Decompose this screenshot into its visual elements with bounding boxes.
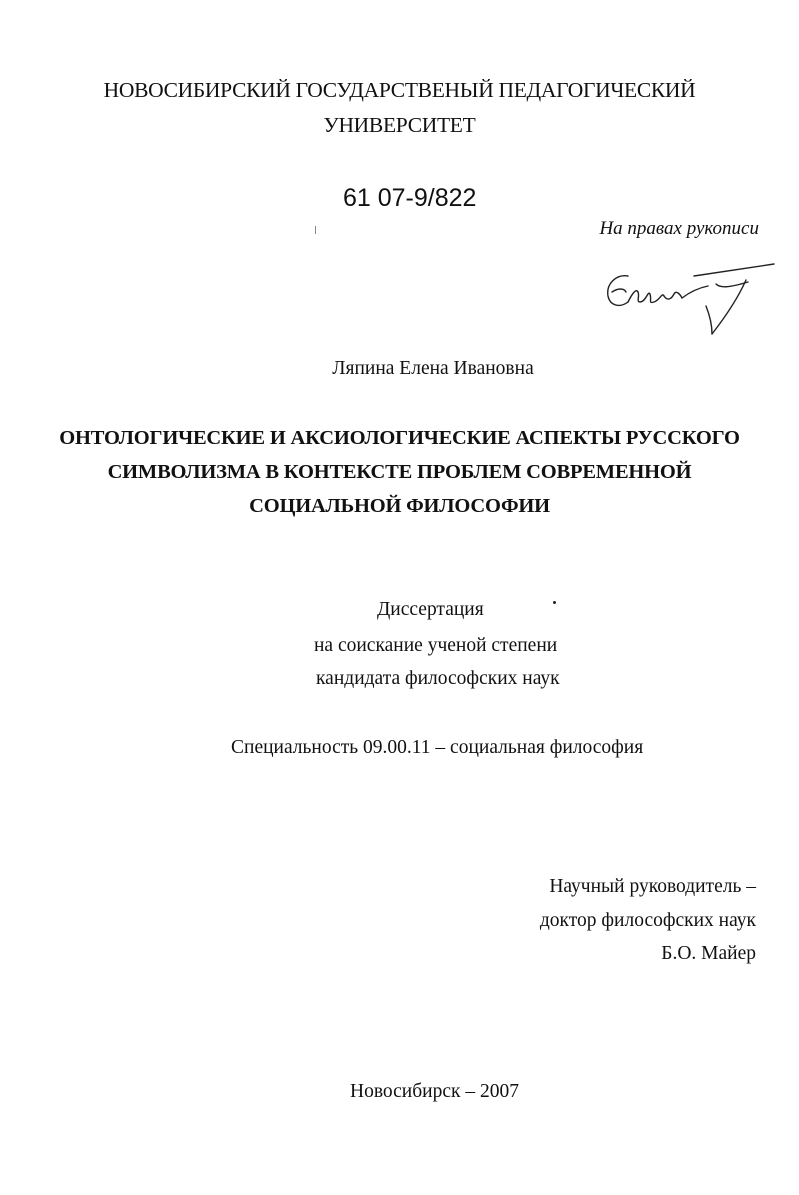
- catalog-number: 61 07-9/822: [343, 184, 477, 212]
- supervisor-line1: Научный руководитель –: [549, 876, 756, 897]
- supervisor-line2: доктор философских наук: [539, 910, 756, 931]
- degree-line1: Диссертация: [377, 599, 484, 620]
- title-line3: СОЦИАЛЬНОЙ ФИЛОСОФИИ: [249, 495, 550, 517]
- university-name-line1: НОВОСИБИРСКИЙ ГОСУДАРСТВЕНЫЙ ПЕДАГОГИЧЕСКИЙ: [103, 78, 696, 102]
- title-line2: СИМВОЛИЗМА В КОНТЕКСТЕ ПРОБЛЕМ СОВРЕМЕННОЙ: [107, 461, 692, 483]
- university-name-line2: УНИВЕРСИТЕТ: [323, 113, 476, 137]
- dot: [553, 601, 556, 604]
- supervisor-line3: Б.О. Майер: [661, 943, 756, 964]
- manuscript-rights-label: На правах рукописи: [599, 218, 759, 239]
- author-name: Ляпина Елена Ивановна: [332, 358, 534, 379]
- degree-line3: кандидата философских наук: [316, 668, 560, 689]
- city-year: Новосибирск – 2007: [350, 1081, 519, 1102]
- degree-line2: на соискание ученой степени: [314, 635, 558, 656]
- title-line1: ОНТОЛОГИЧЕСКИЕ И АКСИОЛОГИЧЕСКИЕ АСПЕКТЫ РУССКОГО: [59, 427, 740, 449]
- speck: [315, 226, 316, 234]
- specialty: Специальность 09.00.11 – социальная философия: [231, 737, 644, 758]
- signature-image: [598, 258, 778, 342]
